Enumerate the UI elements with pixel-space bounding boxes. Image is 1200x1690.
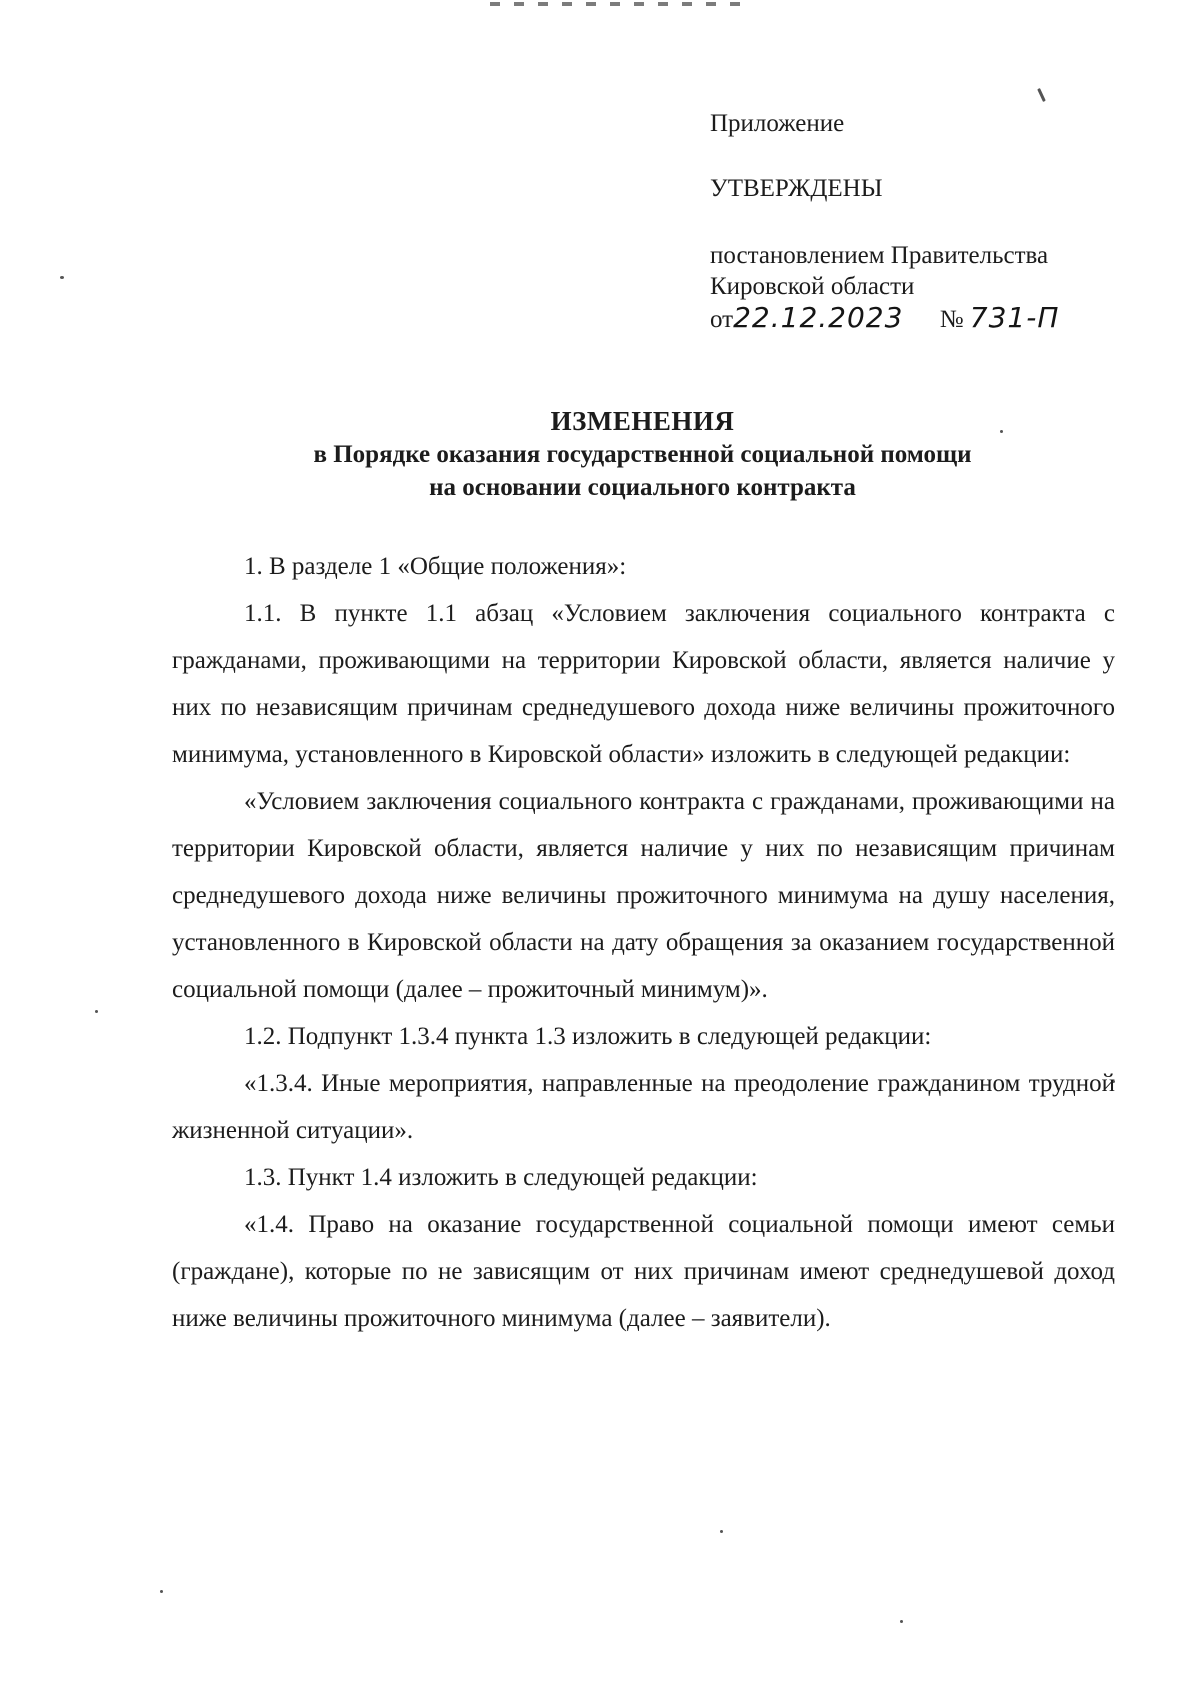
approved-label: УТВЕРЖДЕНЫ [710, 175, 883, 202]
title-main: ИЗМЕНЕНИЯ [550, 406, 735, 436]
scan-speck [160, 1590, 163, 1593]
resolution-line-1: постановлением Правительства [710, 242, 1049, 269]
handwritten-date: 22.12.2023 [733, 301, 904, 334]
scan-speck [95, 1010, 98, 1013]
date-prefix: от [710, 306, 734, 333]
appendix-label: Приложение [710, 110, 845, 137]
paragraph: 1.3. Пункт 1.4 изложить в следующей редакции: [244, 1164, 758, 1191]
title-line-3: на основании социального контракта [429, 474, 856, 501]
paragraph: 1.2. Подпункт 1.3.4 пункта 1.3 изложить в следующей редакции: [244, 1023, 932, 1050]
paragraph: «1.3.4. Иные мероприятия, направленные на преодоление гражданином трудной жизненной ситуации». [172, 1070, 1115, 1144]
document-title [160, 405, 1125, 504]
paragraph: «Условием заключения социального контракта с гражданами, проживающими на территории Кировской области, является наличие у них по независящим причинам среднедушевого дохода ниже величины прожиточного минимума на душу населения, установленного в Кировской области на дату обращения за оказанием государственной социальной помощи (далее – прожиточный минимум)». [172, 788, 1115, 1003]
scan-artifact [490, 2, 740, 6]
scan-speck [1037, 88, 1046, 102]
paragraph: 1.1. В пункте 1.1 абзац «Условием заключения социального контракта с гражданами, проживающими на территории Кировской области, является наличие у них по независящим причинам среднедушевого дохода ниже величины прожиточного минимума, установленного в Кировской области» изложить в следующей редакции: [172, 600, 1115, 768]
date-number-line [710, 302, 1150, 335]
scan-speck [720, 1530, 723, 1533]
scan-speck [900, 1620, 903, 1623]
number-prefix: № [939, 306, 964, 333]
handwritten-number: 731-П [969, 301, 1060, 334]
resolution-line-2: Кировской области [710, 273, 915, 300]
scan-speck [60, 276, 64, 279]
document-body [172, 543, 1115, 1342]
approval-block [710, 108, 1150, 335]
paragraph: «1.4. Право на оказание государственной социальной помощи имеют семьи (граждане), которые по не зависящим от них причинам имеют среднедушевой доход ниже величины прожиточного минимума (далее – заявители). [172, 1211, 1115, 1332]
paragraph: 1. В разделе 1 «Общие положения»: [244, 553, 627, 580]
title-line-2: в Порядке оказания государственной социальной помощи [313, 441, 972, 468]
